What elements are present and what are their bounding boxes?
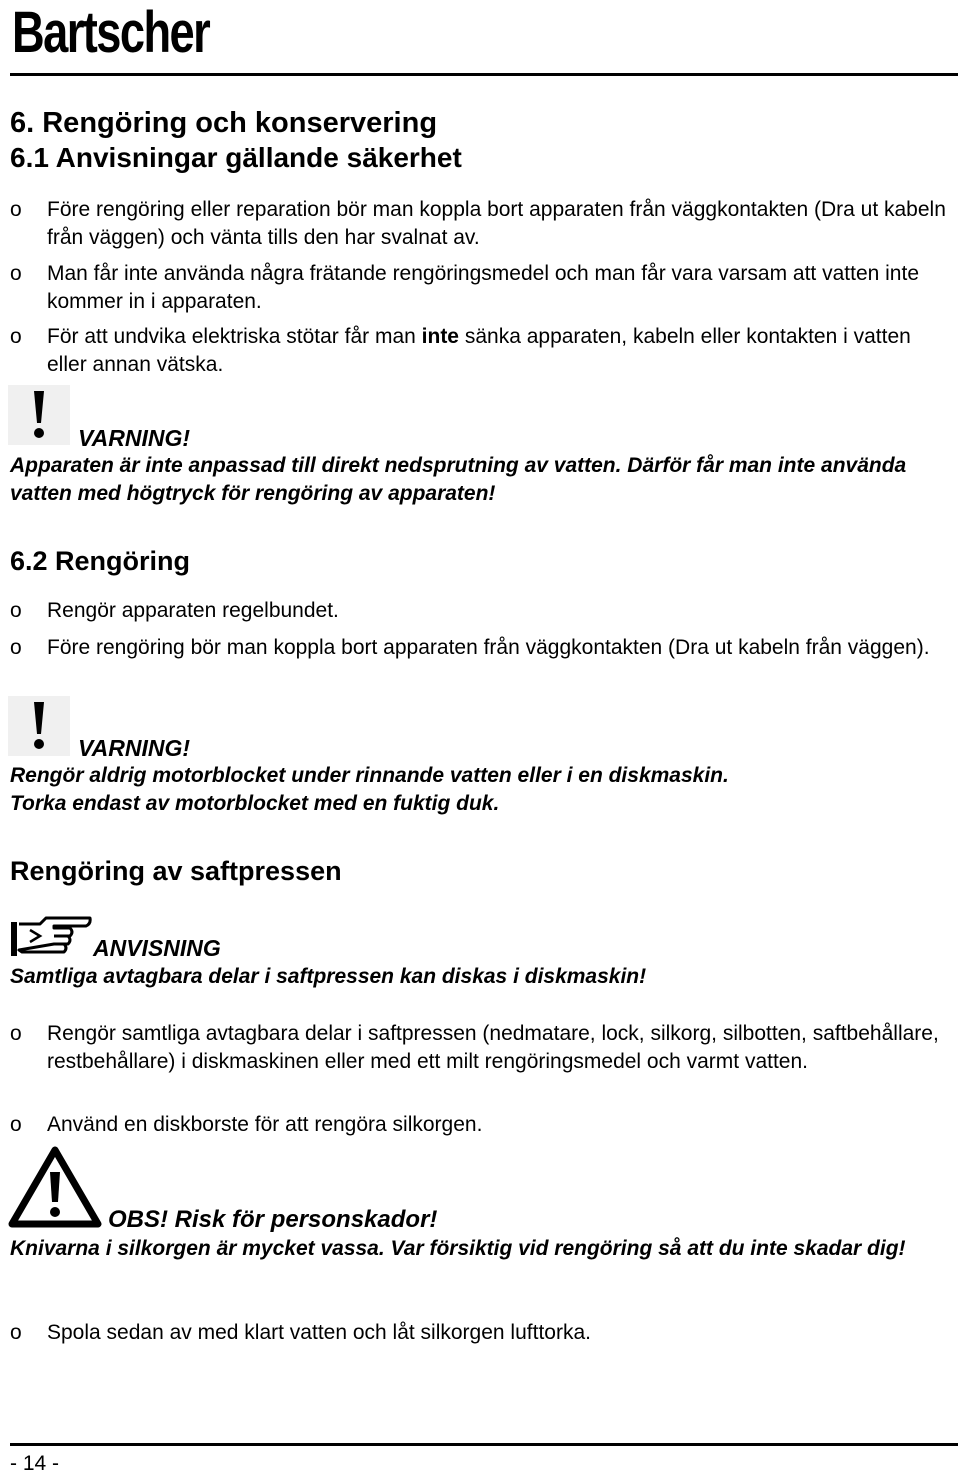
list-item: Man får inte använda några frätande rengöringsmedel och man får vara varsam att vatten inte kommer in i apparaten. <box>47 262 919 313</box>
list-item: Spola sedan av med klart vatten och låt silkorgen lufttorka. <box>47 1321 591 1344</box>
bullet-marker: o <box>10 1022 22 1045</box>
header-divider <box>10 73 958 76</box>
list-item: Rengör apparaten regelbundet. <box>47 599 339 622</box>
subsection-title-cleaning: 6.2 Rengöring <box>10 546 191 576</box>
warning-text: Apparaten är inte anpassad till direkt nedsprutning av vatten. Därför får man inte använda vatten med högtryck för rengöring av apparaten! <box>10 454 907 505</box>
note-heading: ANVISNING <box>93 935 221 961</box>
bullet-marker: o <box>10 1113 22 1136</box>
item-emphasis: inte <box>421 325 459 348</box>
bullet-marker: o <box>10 636 22 659</box>
bullet-marker: o <box>10 198 22 221</box>
section-title: 6. Rengöring och konservering <box>10 107 438 139</box>
page-number: - 14 - <box>10 1452 60 1475</box>
warning-heading: VARNING! <box>78 425 191 451</box>
note-text: Samtliga avtagbara delar i saftpressen kan diskas i diskmaskin! <box>10 965 647 988</box>
item-text: sänka apparaten, kabeln eller kontakten i vatten eller annan vätska. <box>47 325 911 376</box>
pointing-hand-icon <box>10 914 92 960</box>
brand-logo: Bartscher <box>12 0 210 65</box>
exclamation-icon <box>8 696 70 756</box>
caution-text: Knivarna i silkorgen är mycket vassa. Var försiktig vid rengöring så att du inte skadar dig! <box>10 1237 906 1260</box>
section-title-juicer: Rengöring av saftpressen <box>10 856 342 886</box>
warning-text: Rengör aldrig motorblocket under rinnande vatten eller i en diskmaskin. <box>10 764 729 787</box>
caution-heading: OBS! Risk för personskador! <box>108 1206 438 1233</box>
footer-divider <box>10 1443 958 1446</box>
bullet-marker: o <box>10 1321 22 1344</box>
bullet-marker: o <box>10 262 22 285</box>
list-item: Rengör samtliga avtagbara delar i saftpressen (nedmatare, lock, silkorg, silbotten, saftbehållare, restbehållare) i diskmaskinen eller med ett milt rengöringsmedel och varmt vatten. <box>47 1022 939 1073</box>
exclamation-icon <box>8 385 70 445</box>
warning-text: Torka endast av motorblocket med en fuktig duk. <box>10 792 500 815</box>
warning-heading: VARNING! <box>78 735 191 761</box>
subsection-title-safety: 6.1 Anvisningar gällande säkerhet <box>10 142 462 173</box>
item-text: För att undvika elektriska stötar får man <box>47 325 422 348</box>
list-item: Före rengöring eller reparation bör man koppla bort apparaten från väggkontakten (Dra ut kabeln från väggen) och vänta tills den har svalnat av. <box>47 198 946 249</box>
list-item: Använd en diskborste för att rengöra silkorgen. <box>47 1113 483 1136</box>
list-item <box>47 323 952 379</box>
warning-triangle-icon <box>8 1146 102 1228</box>
list-item: Före rengöring bör man koppla bort apparaten från väggkontakten (Dra ut kabeln från väggen). <box>47 636 930 659</box>
bullet-marker: o <box>10 325 22 348</box>
bullet-marker: o <box>10 599 22 622</box>
